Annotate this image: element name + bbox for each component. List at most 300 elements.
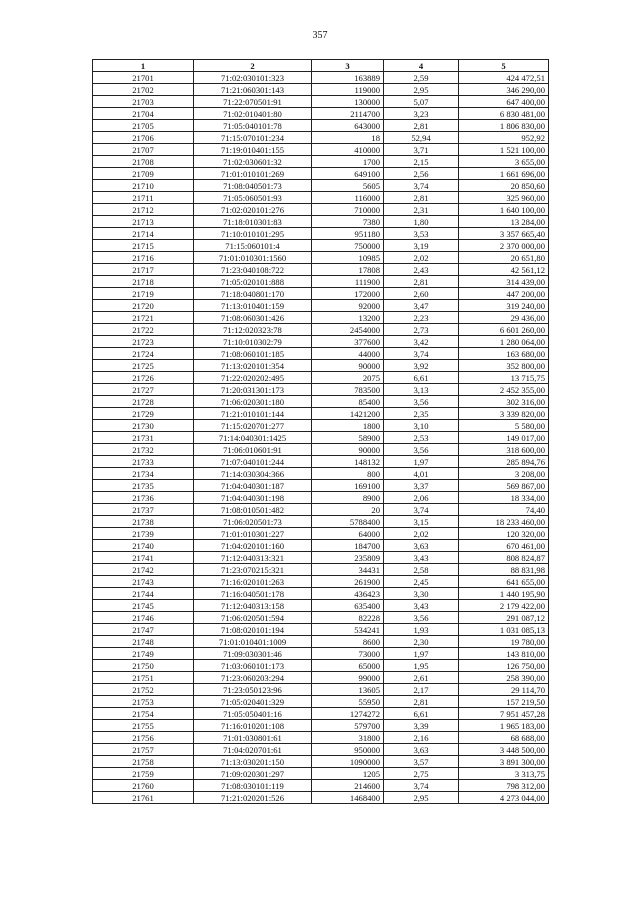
table-cell-col-4: 1,97 [384,648,459,660]
table-cell-col-3: 710000 [312,204,384,216]
table-cell-col-1: 21722 [93,324,194,336]
table-cell-col-2: 71:18:040801:170 [194,288,312,300]
table-cell-col-3: 1800 [312,420,384,432]
table-cell-col-3: 169100 [312,480,384,492]
table-cell-col-1: 21720 [93,300,194,312]
table-cell-col-2: 71:21:020201:526 [194,792,312,804]
table-cell-col-1: 21719 [93,288,194,300]
table-cell-col-4: 2,43 [384,264,459,276]
table-cell-col-5: 285 894,76 [459,456,549,468]
table-cell-col-2: 71:22:070501:91 [194,96,312,108]
table-cell-col-2: 71:19:010401:155 [194,144,312,156]
table-cell-col-1: 21735 [93,480,194,492]
table-cell-col-1: 21757 [93,744,194,756]
table-cell-col-5: 3 891 300,00 [459,756,549,768]
table-row [93,156,549,168]
table-row [93,144,549,156]
table-cell-col-5: 126 750,00 [459,660,549,672]
table-cell-col-2: 71:16:010201:108 [194,720,312,732]
table-row [93,336,549,348]
table-cell-col-2: 71:21:060301:143 [194,84,312,96]
table-cell-col-4: 3,74 [384,348,459,360]
table-cell-col-5: 2 179 422,00 [459,600,549,612]
header-col-3: 3 [312,60,384,72]
table-row [93,324,549,336]
table-cell-col-5: 798 312,00 [459,780,549,792]
table-row [93,528,549,540]
table-header-row [93,60,549,72]
header-col-5: 5 [459,60,549,72]
table-cell-col-3: 579700 [312,720,384,732]
table-cell-col-5: 149 017,00 [459,432,549,444]
table-cell-col-3: 214600 [312,780,384,792]
table-cell-col-1: 21731 [93,432,194,444]
table-cell-col-5: 1 661 696,00 [459,168,549,180]
table-cell-col-3: 1274272 [312,708,384,720]
table-cell-col-3: 950000 [312,744,384,756]
table-cell-col-1: 21726 [93,372,194,384]
table-cell-col-1: 21732 [93,444,194,456]
table-cell-col-1: 21702 [93,84,194,96]
table-cell-col-1: 21760 [93,780,194,792]
header-col-4: 4 [384,60,459,72]
table-cell-col-3: 34431 [312,564,384,576]
data-table [92,59,549,804]
table-cell-col-1: 21738 [93,516,194,528]
table-row [93,600,549,612]
table-row [93,720,549,732]
table-cell-col-4: 6,61 [384,708,459,720]
table-cell-col-4: 3,92 [384,360,459,372]
table-cell-col-2: 71:08:040501:73 [194,180,312,192]
table-cell-col-4: 1,93 [384,624,459,636]
table-cell-col-4: 3,39 [384,720,459,732]
table-cell-col-1: 21715 [93,240,194,252]
table-row [93,684,549,696]
table-cell-col-1: 21754 [93,708,194,720]
table-cell-col-4: 3,63 [384,744,459,756]
table-cell-col-2: 71:22:020202:495 [194,372,312,384]
table-cell-col-3: 261900 [312,576,384,588]
table-row [93,480,549,492]
table-cell-col-5: 74,40 [459,504,549,516]
table-cell-col-3: 116000 [312,192,384,204]
table-cell-col-3: 5605 [312,180,384,192]
table-cell-col-1: 21727 [93,384,194,396]
table-cell-col-2: 71:01:010301:1560 [194,252,312,264]
table-cell-col-3: 148132 [312,456,384,468]
table-cell-col-5: 20 651,80 [459,252,549,264]
table-row [93,744,549,756]
table-cell-col-3: 783500 [312,384,384,396]
table-cell-col-5: 120 320,00 [459,528,549,540]
table-cell-col-5: 808 824,87 [459,552,549,564]
table-cell-col-4: 2,58 [384,564,459,576]
table-cell-col-4: 3,15 [384,516,459,528]
table-cell-col-3: 1090000 [312,756,384,768]
table-cell-col-5: 2 452 355,00 [459,384,549,396]
table-cell-col-5: 318 600,00 [459,444,549,456]
table-row [93,384,549,396]
table-cell-col-1: 21761 [93,792,194,804]
table-row [93,552,549,564]
table-row [93,312,549,324]
table-cell-col-1: 21741 [93,552,194,564]
table-cell-col-5: 29 114,70 [459,684,549,696]
table-row [93,780,549,792]
table-row [93,732,549,744]
table-cell-col-5: 2 370 000,00 [459,240,549,252]
table-cell-col-3: 18 [312,132,384,144]
table-row [93,108,549,120]
table-cell-col-2: 71:15:060101:4 [194,240,312,252]
table-cell-col-1: 21721 [93,312,194,324]
table-row [93,132,549,144]
table-cell-col-4: 3,74 [384,504,459,516]
table-row [93,768,549,780]
table-row [93,576,549,588]
table-cell-col-2: 71:18:010301:83 [194,216,312,228]
table-cell-col-3: 410000 [312,144,384,156]
table-cell-col-2: 71:07:040101:244 [194,456,312,468]
table-row [93,288,549,300]
table-cell-col-4: 2,35 [384,408,459,420]
table-cell-col-2: 71:08:020101:194 [194,624,312,636]
table-cell-col-2: 71:06:020501:73 [194,516,312,528]
table-cell-col-3: 5788400 [312,516,384,528]
table-cell-col-4: 2,23 [384,312,459,324]
table-cell-col-5: 88 831,98 [459,564,549,576]
table-row [93,252,549,264]
table-cell-col-1: 21725 [93,360,194,372]
table-cell-col-2: 71:13:010401:159 [194,300,312,312]
table-cell-col-4: 2,02 [384,528,459,540]
header-col-1: 1 [93,60,194,72]
table-row [93,192,549,204]
table-cell-col-3: 1421200 [312,408,384,420]
table-cell-col-3: 10985 [312,252,384,264]
table-cell-col-1: 21756 [93,732,194,744]
table-cell-col-2: 71:08:060301:426 [194,312,312,324]
table-cell-col-1: 21713 [93,216,194,228]
table-body [93,72,549,804]
table-row [93,216,549,228]
table-cell-col-5: 163 680,00 [459,348,549,360]
table-cell-col-4: 3,74 [384,780,459,792]
table-cell-col-1: 21747 [93,624,194,636]
table-cell-col-4: 2,81 [384,192,459,204]
table-cell-col-1: 21753 [93,696,194,708]
table-row [93,228,549,240]
table-cell-col-3: 130000 [312,96,384,108]
page-number: 357 [312,30,328,41]
table-cell-col-1: 21744 [93,588,194,600]
table-cell-col-2: 71:12:020323:78 [194,324,312,336]
table-cell-col-2: 71:12:040313:158 [194,600,312,612]
table-cell-col-3: 2114700 [312,108,384,120]
table-cell-col-5: 1 640 100,00 [459,204,549,216]
table-cell-col-5: 68 688,00 [459,732,549,744]
table-cell-col-4: 2,30 [384,636,459,648]
table-cell-col-1: 21724 [93,348,194,360]
table-row [93,276,549,288]
table-cell-col-2: 71:14:040301:1425 [194,432,312,444]
table-row [93,672,549,684]
table-cell-col-4: 4,01 [384,468,459,480]
table-cell-col-2: 71:05:040101:78 [194,120,312,132]
table-cell-col-2: 71:05:060501:93 [194,192,312,204]
table-cell-col-1: 21711 [93,192,194,204]
table-row [93,468,549,480]
table-cell-col-3: 172000 [312,288,384,300]
table-cell-col-2: 71:23:060203:294 [194,672,312,684]
table-cell-col-5: 447 200,00 [459,288,549,300]
table-row [93,792,549,804]
table-cell-col-3: 184700 [312,540,384,552]
table-cell-col-1: 21749 [93,648,194,660]
table-row [93,612,549,624]
table-cell-col-4: 3,71 [384,144,459,156]
table-cell-col-2: 71:08:010501:482 [194,504,312,516]
table-cell-col-3: 534241 [312,624,384,636]
table-cell-col-3: 377600 [312,336,384,348]
table-cell-col-5: 1 280 064,00 [459,336,549,348]
table-cell-col-3: 58900 [312,432,384,444]
table-cell-col-2: 71:05:020401:329 [194,696,312,708]
table-cell-col-2: 71:02:030101:323 [194,72,312,84]
table-cell-col-4: 1,97 [384,456,459,468]
table-cell-col-3: 235809 [312,552,384,564]
table-cell-col-5: 3 339 820,00 [459,408,549,420]
table-cell-col-3: 643000 [312,120,384,132]
table-cell-col-5: 3 313,75 [459,768,549,780]
table-cell-col-5: 3 357 665,40 [459,228,549,240]
table-cell-col-1: 21703 [93,96,194,108]
table-cell-col-2: 71:12:040313:321 [194,552,312,564]
table-cell-col-3: 13605 [312,684,384,696]
table-row [93,516,549,528]
table-cell-col-5: 1 965 183,00 [459,720,549,732]
table-cell-col-2: 71:04:040301:198 [194,492,312,504]
table-cell-col-1: 21716 [93,252,194,264]
table-row [93,408,549,420]
table-cell-col-1: 21729 [93,408,194,420]
table-cell-col-4: 2,61 [384,672,459,684]
table-cell-col-1: 21728 [93,396,194,408]
table-cell-col-3: 17808 [312,264,384,276]
table-cell-col-4: 2,81 [384,276,459,288]
table-cell-col-1: 21743 [93,576,194,588]
table-cell-col-2: 71:15:020701:277 [194,420,312,432]
table-cell-col-4: 2,73 [384,324,459,336]
table-cell-col-5: 13 284,00 [459,216,549,228]
table-cell-col-4: 5,07 [384,96,459,108]
table-cell-col-4: 3,47 [384,300,459,312]
table-cell-col-4: 3,43 [384,552,459,564]
header-col-2: 2 [194,60,312,72]
table-cell-col-2: 71:20:031301:173 [194,384,312,396]
table-cell-col-3: 65000 [312,660,384,672]
table-cell-col-4: 3,57 [384,756,459,768]
table-cell-col-3: 1468400 [312,792,384,804]
table-cell-col-4: 3,53 [384,228,459,240]
table-cell-col-3: 99000 [312,672,384,684]
table-cell-col-2: 71:06:010601:91 [194,444,312,456]
table-cell-col-5: 3 208,00 [459,468,549,480]
table-row [93,84,549,96]
table-cell-col-1: 21705 [93,120,194,132]
table-cell-col-3: 750000 [312,240,384,252]
table-cell-col-4: 2,06 [384,492,459,504]
table-cell-col-4: 2,45 [384,576,459,588]
table-cell-col-1: 21710 [93,180,194,192]
table-cell-col-3: 55950 [312,696,384,708]
table-cell-col-2: 71:08:060101:185 [194,348,312,360]
table-cell-col-3: 13200 [312,312,384,324]
table-cell-col-4: 3,74 [384,180,459,192]
table-cell-col-3: 649100 [312,168,384,180]
table-cell-col-2: 71:10:010302:79 [194,336,312,348]
table-cell-col-1: 21704 [93,108,194,120]
table-cell-col-4: 2,60 [384,288,459,300]
table-cell-col-3: 64000 [312,528,384,540]
table-cell-col-5: 952,92 [459,132,549,144]
table-cell-col-5: 291 087,12 [459,612,549,624]
table-cell-col-4: 6,61 [384,372,459,384]
table-cell-col-4: 2,95 [384,792,459,804]
table-cell-col-2: 71:05:020101:888 [194,276,312,288]
table-cell-col-3: 85400 [312,396,384,408]
table-cell-col-3: 73000 [312,648,384,660]
table-cell-col-4: 3,23 [384,108,459,120]
table-cell-col-5: 319 240,00 [459,300,549,312]
table-cell-col-4: 3,56 [384,396,459,408]
table-cell-col-2: 71:21:010101:144 [194,408,312,420]
table-cell-col-1: 21706 [93,132,194,144]
table-cell-col-1: 21759 [93,768,194,780]
table-cell-col-4: 52,94 [384,132,459,144]
table-cell-col-4: 2,56 [384,168,459,180]
table-cell-col-1: 21717 [93,264,194,276]
table-cell-col-5: 302 316,00 [459,396,549,408]
table-cell-col-2: 71:23:050123:96 [194,684,312,696]
table-cell-col-5: 424 472,51 [459,72,549,84]
table-cell-col-5: 157 219,50 [459,696,549,708]
table-row [93,96,549,108]
table-cell-col-4: 1,80 [384,216,459,228]
table-cell-col-2: 71:03:060101:173 [194,660,312,672]
table-cell-col-3: 31800 [312,732,384,744]
table-cell-col-2: 71:13:030201:150 [194,756,312,768]
table-cell-col-5: 3 448 500,00 [459,744,549,756]
table-cell-col-5: 6 830 481,00 [459,108,549,120]
table-cell-col-2: 71:13:020101:354 [194,360,312,372]
table-cell-col-1: 21701 [93,72,194,84]
table-cell-col-1: 21709 [93,168,194,180]
table-cell-col-4: 2,16 [384,732,459,744]
table-cell-col-2: 71:01:030801:61 [194,732,312,744]
table-cell-col-3: 1700 [312,156,384,168]
table-cell-col-1: 21737 [93,504,194,516]
table-cell-col-4: 3,56 [384,612,459,624]
table-cell-col-3: 1205 [312,768,384,780]
table-cell-col-3: 635400 [312,600,384,612]
table-cell-col-4: 2,02 [384,252,459,264]
table-cell-col-5: 647 400,00 [459,96,549,108]
table-row [93,456,549,468]
table-cell-col-2: 71:23:040108:722 [194,264,312,276]
table-row [93,564,549,576]
table-cell-col-5: 20 850,60 [459,180,549,192]
table-row [93,540,549,552]
table-cell-col-1: 21755 [93,720,194,732]
table-row [93,624,549,636]
table-cell-col-2: 71:01:010101:269 [194,168,312,180]
table-cell-col-5: 13 715,75 [459,372,549,384]
table-cell-col-5: 1 440 195,90 [459,588,549,600]
table-cell-col-1: 21742 [93,564,194,576]
table-cell-col-1: 21730 [93,420,194,432]
table-cell-col-5: 325 960,00 [459,192,549,204]
table-cell-col-4: 3,19 [384,240,459,252]
table-cell-col-2: 71:04:040301:187 [194,480,312,492]
table-cell-col-4: 2,75 [384,768,459,780]
table-cell-col-2: 71:04:020101:160 [194,540,312,552]
table-cell-col-5: 7 951 457,28 [459,708,549,720]
table-row [93,648,549,660]
table-cell-col-4: 3,43 [384,600,459,612]
table-cell-col-1: 21746 [93,612,194,624]
table-cell-col-1: 21758 [93,756,194,768]
table-cell-col-1: 21751 [93,672,194,684]
table-cell-col-1: 21736 [93,492,194,504]
table-cell-col-2: 71:01:010401:1009 [194,636,312,648]
table-cell-col-1: 21718 [93,276,194,288]
table-cell-col-5: 5 580,00 [459,420,549,432]
table-cell-col-2: 71:02:030601:32 [194,156,312,168]
table-cell-col-4: 3,10 [384,420,459,432]
table-row [93,708,549,720]
table-cell-col-2: 71:02:020101:276 [194,204,312,216]
table-row [93,444,549,456]
table-row [93,636,549,648]
table-cell-col-1: 21748 [93,636,194,648]
table-cell-col-3: 119000 [312,84,384,96]
table-cell-col-1: 21708 [93,156,194,168]
table-row [93,264,549,276]
table-cell-col-3: 92000 [312,300,384,312]
table-row [93,180,549,192]
table-cell-col-5: 569 867,00 [459,480,549,492]
table-cell-col-3: 20 [312,504,384,516]
table-cell-col-5: 19 780,00 [459,636,549,648]
table-cell-col-2: 71:09:020301:297 [194,768,312,780]
table-cell-col-4: 3,56 [384,444,459,456]
table-cell-col-1: 21752 [93,684,194,696]
table-cell-col-5: 3 655,00 [459,156,549,168]
table-cell-col-5: 143 810,00 [459,648,549,660]
table-cell-col-5: 314 439,00 [459,276,549,288]
table-row [93,372,549,384]
table-cell-col-1: 21707 [93,144,194,156]
table-cell-col-1: 21734 [93,468,194,480]
table-cell-col-5: 1 806 830,00 [459,120,549,132]
table-cell-col-1: 21739 [93,528,194,540]
table-cell-col-1: 21723 [93,336,194,348]
table-cell-col-3: 8600 [312,636,384,648]
table-cell-col-4: 1,95 [384,660,459,672]
table-row [93,756,549,768]
